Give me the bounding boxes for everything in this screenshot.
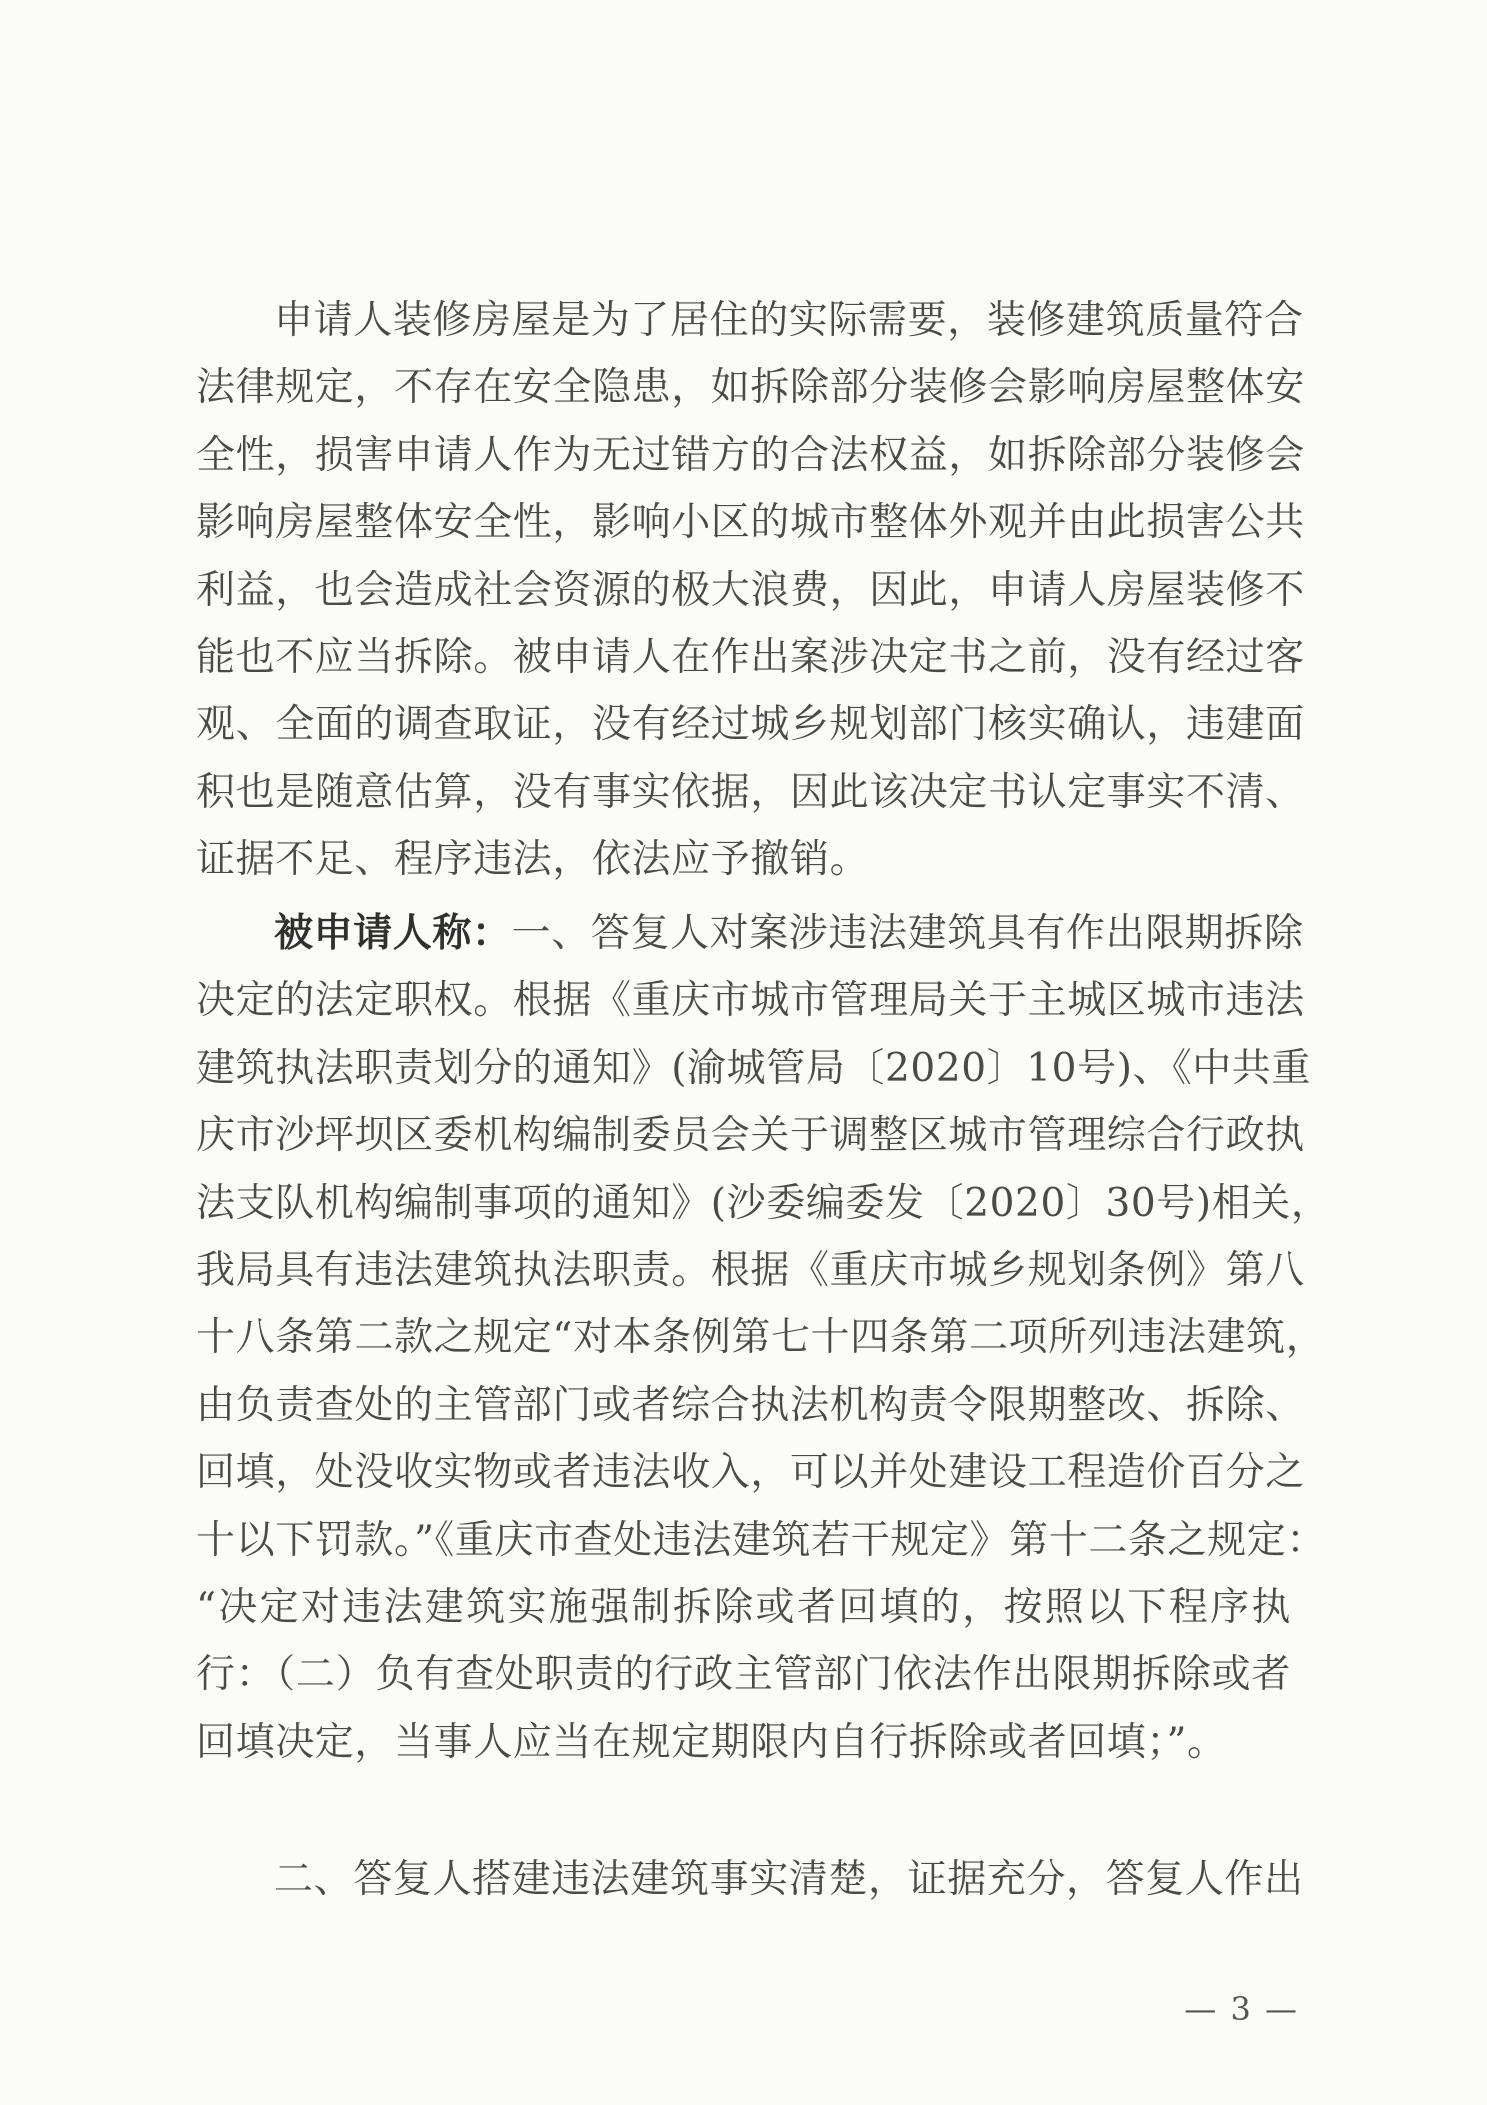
text-line: 法律规定，不存在安全隐患，如拆除部分装修会影响房屋整体安 [196,365,1305,411]
text-line: 证据不足、程序违法，依法应予撤销。 [196,837,870,883]
text-line: 行：（二）负有查处职责的行政主管部门依法作出限期拆除或者 [196,1652,1291,1698]
text-line: 由负责查处的主管部门或者综合执法机构责令限期整改、拆除、 [196,1382,1305,1428]
text-line: 积也是随意估算，没有事实依据，因此该决定书认定事实不清、 [196,769,1305,815]
text-line: 影响房屋整体安全性，影响小区的城市整体外观并由此损害公共 [196,500,1305,546]
text-line: 观、全面的调查取证，没有经过城乡规划部门核实确认，违建面 [196,702,1305,748]
text-line: 十八条第二款之规定“对本条例第七十四条第二项所列违法建筑， [196,1315,1326,1361]
text-line: 二、答复人搭建违法建筑事实清楚，证据充分，答复人作出 [274,1857,1304,1902]
paragraph-respondent-claim [196,900,1331,1776]
text-line: “决定对违法建筑实施强制拆除或者回填的，按照以下程序执 [196,1584,1291,1630]
text-line: 回填决定，当事人应当在规定期限内自行拆除或者回填；”。 [196,1719,1227,1765]
page-number: — 3 — [1184,1990,1299,2028]
text-line: 法支队机构编制事项的通知》(沙委编委发〔2020〕30号)相关， [196,1180,1331,1226]
text-line: 我局具有违法建筑执法职责。根据《重庆市城乡规划条例》第八 [196,1247,1305,1293]
paragraph-second-point [196,1846,1304,1913]
text-line: 利益，也会造成社会资源的极大浪费，因此，申请人房屋装修不 [196,567,1305,613]
text-line: 建筑执法职责划分的通知》(渝城管局〔2020〕10号)、《中共重 [196,1045,1312,1091]
text-line: 决定的法定职权。根据《重庆市城市管理局关于主城区城市违法 [196,978,1305,1024]
text-line-rest: 一、答复人对案涉违法建筑具有作出限期拆除 [511,911,1304,956]
text-line: 回填，处没收实物或者违法收入，可以并处建设工程造价百分之 [196,1450,1305,1496]
text-line: 全性，损害申请人作为无过错方的合法权益，如拆除部分装修会 [196,432,1305,478]
text-line: 能也不应当拆除。被申请人在作出案涉决定书之前，没有经过客 [196,634,1305,680]
paragraph-applicant-claim [196,287,1305,894]
text-line [196,900,1304,967]
text-line: 十以下罚款。”《重庆市查处违法建筑若干规定》第十二条之规定： [196,1517,1326,1563]
text-line: 庆市沙坪坝区委机构编制委员会关于调整区城市管理综合行政执 [196,1113,1305,1159]
respondent-lead: 被申请人称： [274,910,512,956]
text-line: 申请人装修房屋是为了居住的实际需要，装修建筑质量符合 [274,298,1304,343]
